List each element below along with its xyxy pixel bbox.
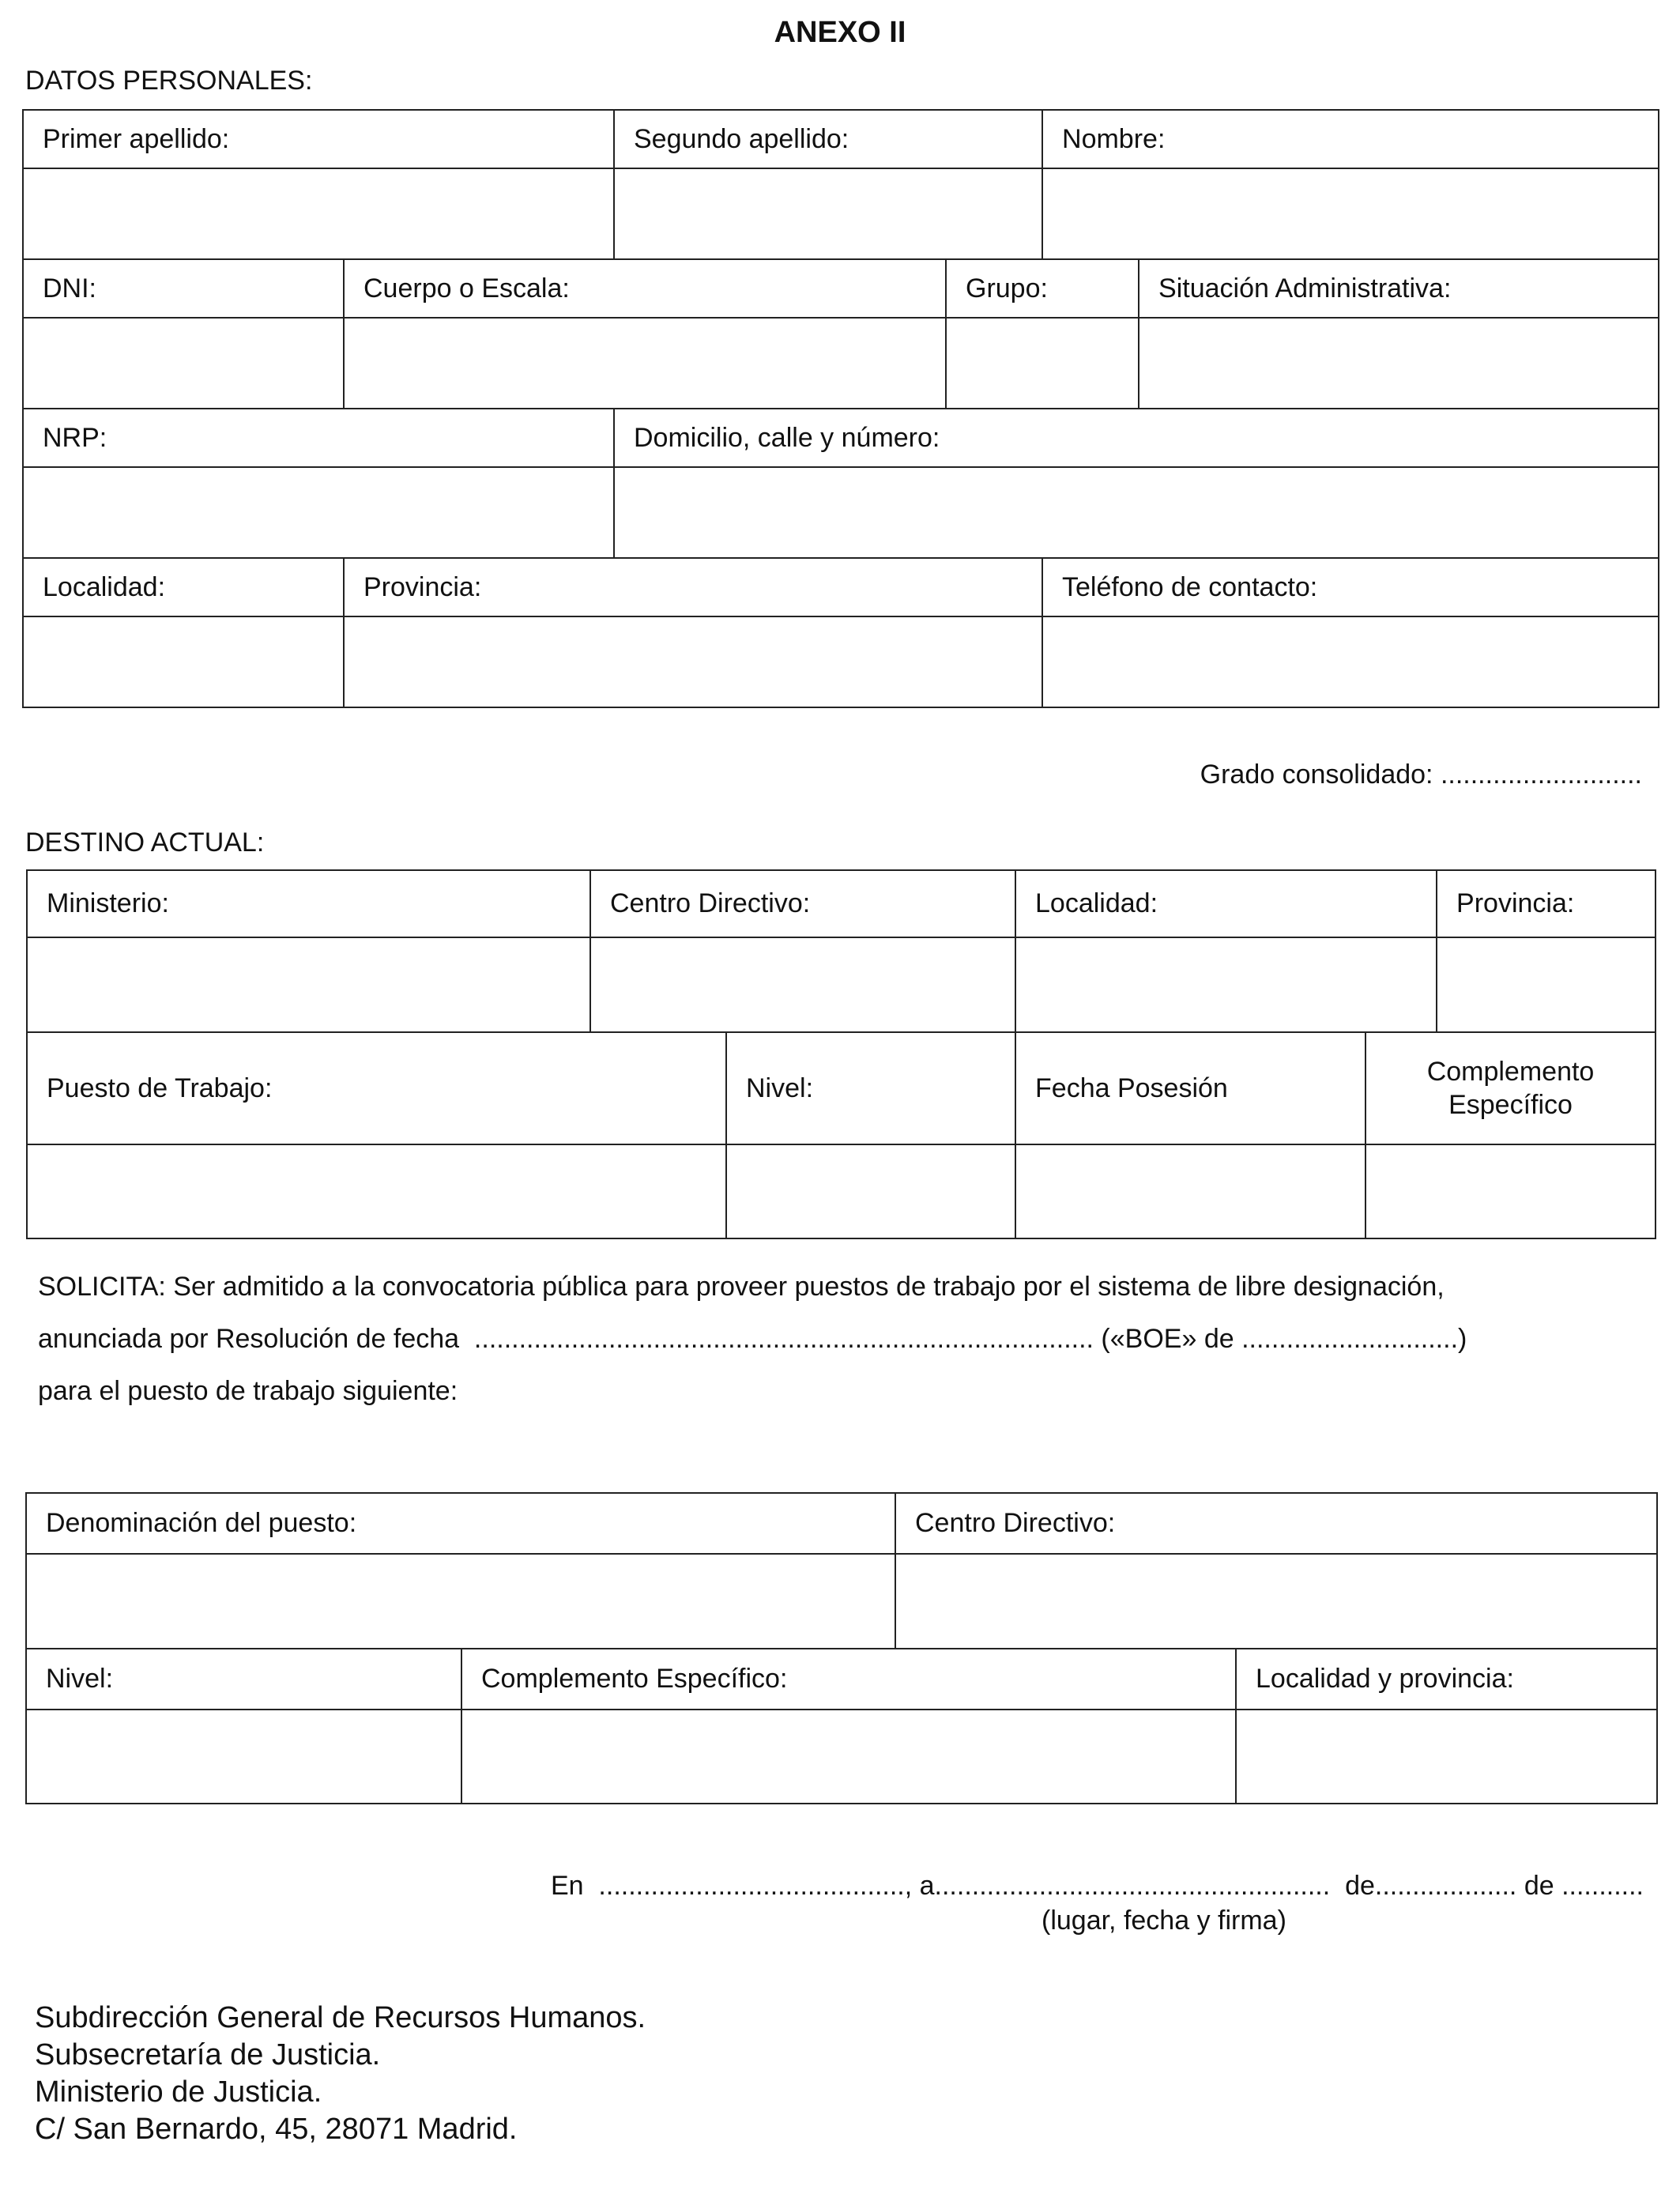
label-localidad-destino: Localidad: bbox=[1015, 870, 1437, 937]
field-provincia-destino[interactable] bbox=[1437, 937, 1656, 1032]
signature-caption: (lugar, fecha y firma) bbox=[1042, 1906, 1286, 1936]
address-block bbox=[35, 2000, 646, 2148]
label-domicilio: Domicilio, calle y número: bbox=[614, 409, 1659, 467]
solicita-line-1: SOLICITA: Ser admitido a la convocatoria pública para proveer puestos de trabajo por el sistema de libre designación, bbox=[38, 1272, 1445, 1302]
field-provincia[interactable] bbox=[344, 616, 1042, 707]
complemento-line-2: Específico bbox=[1448, 1090, 1573, 1120]
label-fecha-posesion: Fecha Posesión bbox=[1015, 1032, 1365, 1144]
field-domicilio[interactable] bbox=[614, 467, 1659, 558]
signature-line: En ........................................., a..................................................... de................... de ........... bbox=[550, 1871, 1644, 1901]
field-nombre[interactable] bbox=[1042, 168, 1659, 259]
label-nombre: Nombre: bbox=[1042, 110, 1659, 168]
field-nivel-puesto[interactable] bbox=[26, 1710, 461, 1804]
label-segundo-apellido: Segundo apellido: bbox=[614, 110, 1042, 168]
field-complemento-puesto[interactable] bbox=[461, 1710, 1236, 1804]
label-puesto-trabajo: Puesto de Trabajo: bbox=[27, 1032, 726, 1144]
field-localidad-destino[interactable] bbox=[1015, 937, 1437, 1032]
address-line-1: Subdirección General de Recursos Humanos. bbox=[35, 2001, 646, 2034]
field-cuerpo-escala[interactable] bbox=[344, 318, 946, 409]
puesto-solicitado-table bbox=[25, 1492, 1658, 1804]
label-centro-directivo: Centro Directivo: bbox=[590, 870, 1015, 937]
field-segundo-apellido[interactable] bbox=[614, 168, 1042, 259]
field-puesto-trabajo[interactable] bbox=[27, 1144, 726, 1238]
label-situacion-administrativa: Situación Administrativa: bbox=[1139, 259, 1659, 318]
field-dni[interactable] bbox=[23, 318, 344, 409]
label-denominacion-puesto: Denominación del puesto: bbox=[26, 1493, 895, 1554]
label-nrp: NRP: bbox=[23, 409, 614, 467]
address-line-2: Subsecretaría de Justicia. bbox=[35, 2038, 381, 2071]
label-localidad: Localidad: bbox=[23, 558, 344, 616]
address-line-4: C/ San Bernardo, 45, 28071 Madrid. bbox=[35, 2113, 518, 2146]
section-personal-label: DATOS PERSONALES: bbox=[25, 66, 313, 96]
label-telefono: Teléfono de contacto: bbox=[1042, 558, 1659, 616]
label-provincia: Provincia: bbox=[344, 558, 1042, 616]
label-nivel-puesto: Nivel: bbox=[26, 1649, 461, 1710]
field-nivel-destino[interactable] bbox=[726, 1144, 1015, 1238]
field-centro-directivo-puesto[interactable] bbox=[895, 1554, 1657, 1649]
solicita-line-2: anunciada por Resolución de fecha ................................................................................... («BOE» de .............................) bbox=[38, 1324, 1467, 1354]
label-localidad-provincia: Localidad y provincia: bbox=[1236, 1649, 1657, 1710]
field-ministerio[interactable] bbox=[27, 937, 590, 1032]
field-primer-apellido[interactable] bbox=[23, 168, 614, 259]
label-cuerpo-escala: Cuerpo o Escala: bbox=[344, 259, 946, 318]
personal-data-table bbox=[22, 109, 1659, 708]
field-denominacion-puesto[interactable] bbox=[26, 1554, 895, 1649]
label-primer-apellido: Primer apellido: bbox=[23, 110, 614, 168]
label-nivel-destino: Nivel: bbox=[726, 1032, 1015, 1144]
address-line-3: Ministerio de Justicia. bbox=[35, 2075, 322, 2109]
label-dni: DNI: bbox=[23, 259, 344, 318]
field-nrp[interactable] bbox=[23, 467, 614, 558]
field-centro-directivo[interactable] bbox=[590, 937, 1015, 1032]
label-complemento-especifico bbox=[1365, 1032, 1656, 1144]
destino-actual-table bbox=[26, 869, 1656, 1239]
page-title: ANEXO II bbox=[774, 16, 906, 49]
field-complemento-especifico[interactable] bbox=[1365, 1144, 1656, 1238]
field-localidad-provincia[interactable] bbox=[1236, 1710, 1657, 1804]
grado-consolidado: Grado consolidado: ........................... bbox=[1200, 760, 1642, 790]
field-situacion-administrativa[interactable] bbox=[1139, 318, 1659, 409]
field-fecha-posesion[interactable] bbox=[1015, 1144, 1365, 1238]
label-grupo: Grupo: bbox=[946, 259, 1139, 318]
solicita-line-3: para el puesto de trabajo siguiente: bbox=[38, 1376, 458, 1406]
label-ministerio: Ministerio: bbox=[27, 870, 590, 937]
section-destino-label: DESTINO ACTUAL: bbox=[25, 827, 265, 858]
label-provincia-destino: Provincia: bbox=[1437, 870, 1656, 937]
complemento-line-1: Complemento bbox=[1426, 1057, 1595, 1087]
label-centro-directivo-puesto: Centro Directivo: bbox=[895, 1493, 1657, 1554]
field-grupo[interactable] bbox=[946, 318, 1139, 409]
field-localidad[interactable] bbox=[23, 616, 344, 707]
label-complemento-puesto: Complemento Específico: bbox=[461, 1649, 1236, 1710]
field-telefono[interactable] bbox=[1042, 616, 1659, 707]
